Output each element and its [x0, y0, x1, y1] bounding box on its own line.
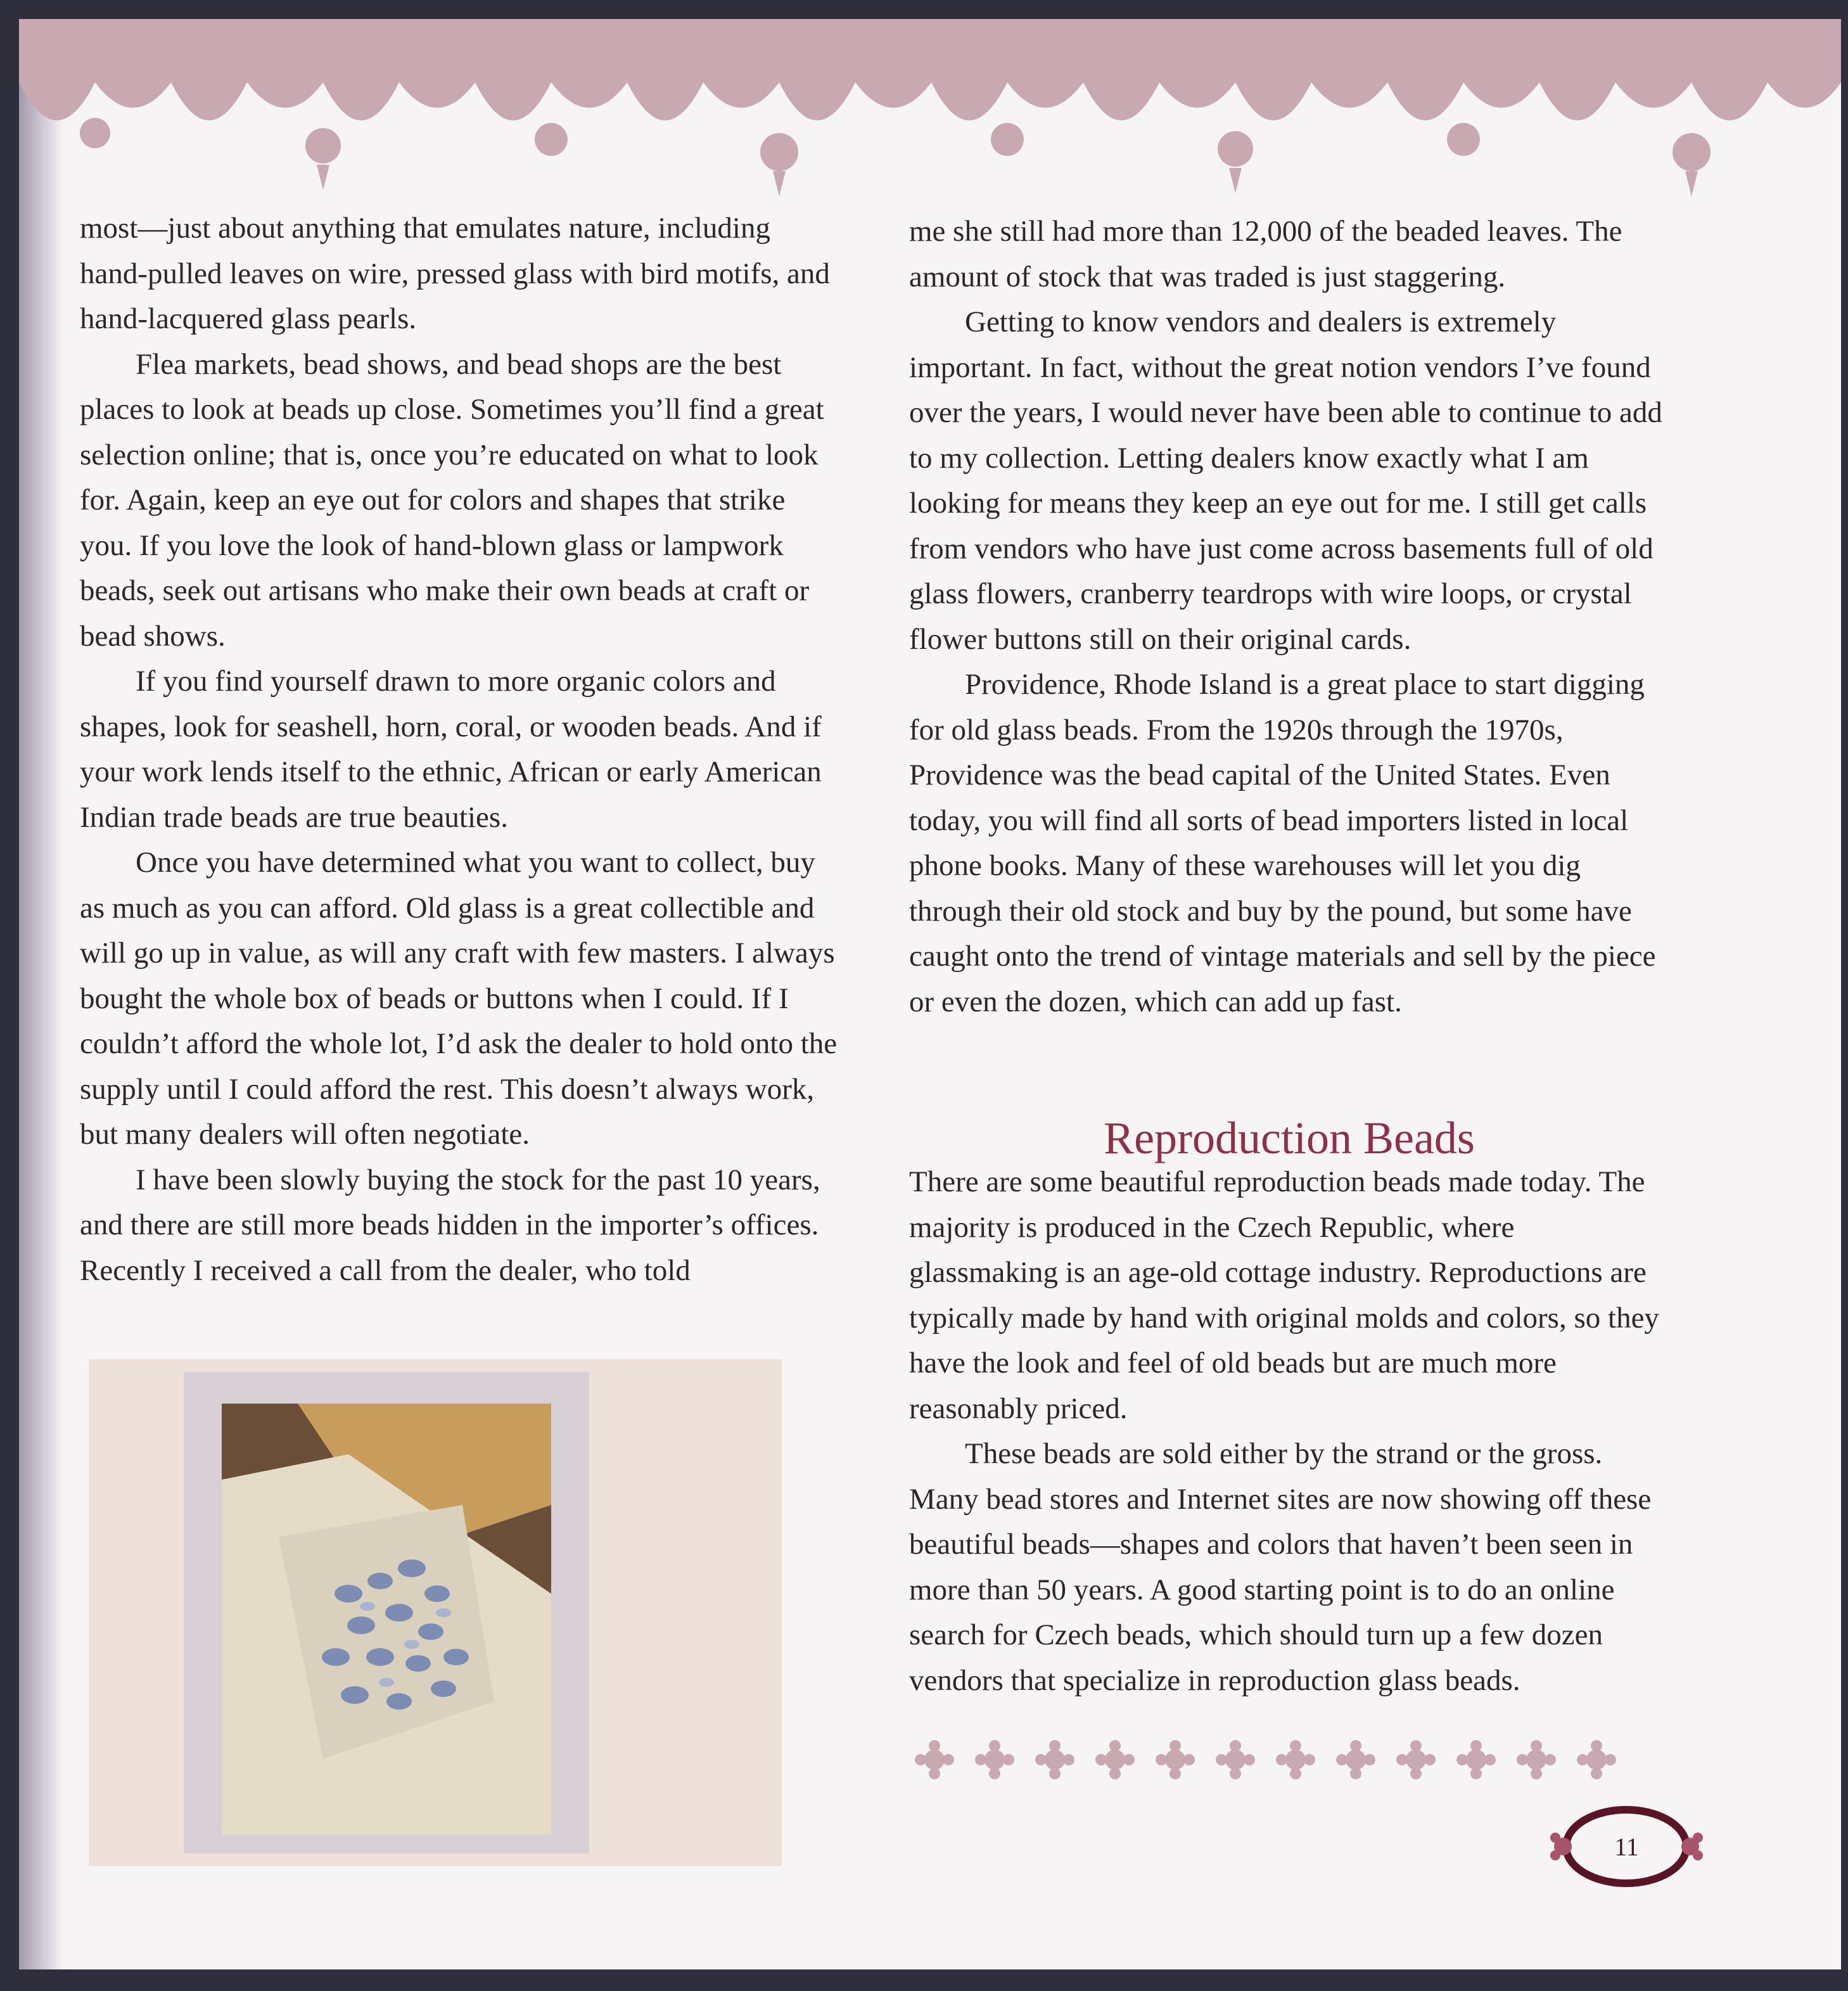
scalloped-border-icon — [19, 57, 1841, 196]
section-body — [909, 1160, 1669, 1703]
right-column — [909, 209, 1669, 1025]
floral-divider-icon — [909, 1730, 1638, 1790]
paragraph: most—just about anything that emulates nature, including hand-pulled leaves on wire, pressed glass with bird motifs, and hand-lacquered glass pearls. — [80, 212, 830, 335]
left-column — [80, 206, 840, 1293]
photo-image — [222, 1404, 551, 1834]
section-heading: Reproduction Beads — [1104, 1113, 1475, 1163]
page-number-badge — [1549, 1801, 1704, 1893]
paragraph: I have been slowly buying the stock for the past 10 years, and there are still more beads hidden in the importer’s offices. Recently I received a call from the dealer, who told — [80, 1163, 820, 1287]
paragraph: Providence, Rhode Island is a great place to start digging for old glass beads. From the 1920s through the 1970s, Providence was the bead capital of the United States. Even today, you will find all sorts of bead importers listed in local phone books. Many of these warehouses will let you dig through their old stock and buy by the pound, but some have caught onto the trend of vintage materials and sell by the piece or even the dozen, which can add up fast. — [909, 668, 1656, 1018]
paragraph: There are some beautiful reproduction beads made today. The majority is produced in the Czech Republic, where glassmaking is an age-old cottage industry. Reproductions are typically made by hand with original molds and colors, so they have the look and feel of old beads but are much more reasonably priced. — [909, 1165, 1659, 1425]
paragraph: Flea markets, bead shows, and bead shops are the best places to look at beads up close. Sometimes you’ll find a great selection online; that is, once you’re educated on what to look for. Again, keep an eye out for colors and shapes that strike you. If you love the look of hand-blown glass or lampwork beads, seek out artisans who make their own beads at craft or bead shows. — [80, 347, 824, 653]
book-page — [19, 19, 1841, 1969]
paragraph: Getting to know vendors and dealers is extremely important. In fact, without the great notion vendors I’ve found over the years, I would never have been able to continue to add to my collection. Letting dealers know exactly what I am looking for means they keep an eye out for me. I still get calls from vendors who have just come across basements full of old glass flowers, cranberry teardrops with wire loops, or crystal flower buttons still on their original cards. — [909, 305, 1662, 656]
paragraph: me she still had more than 12,000 of the beaded leaves. The amount of stock that was traded is just staggering. — [909, 215, 1622, 293]
bead-box-photo — [89, 1359, 782, 1866]
paragraph: These beads are sold either by the strand or the gross. Many bead stores and Internet sites are now showing off these beautiful beads—shapes and colors that haven’t been seen in more than 50 years. A good starting point is to do an online search for Czech beads, which should turn up a few dozen vendors that specialize in reproduction glass beads. — [909, 1437, 1652, 1697]
paragraph: Once you have determined what you want to collect, buy as much as you can afford. Old glass is a great collectible and will go up in value, as will any craft with few masters. I always bought the whole box of beads or buttons when I could. If I couldn’t afford the whole lot, I’d ask the dealer to hold onto the supply until I could afford the rest. This doesn’t always work, but many dealers will often negotiate. — [80, 846, 838, 1151]
paragraph: If you find yourself drawn to more organic colors and shapes, look for seashell, horn, coral, or wooden beads. And if your work lends itself to the ethnic, African or early American Indian trade beads are true beauties. — [80, 665, 822, 834]
binding-shadow — [19, 19, 63, 1969]
page-number: 11 — [1614, 1833, 1639, 1861]
